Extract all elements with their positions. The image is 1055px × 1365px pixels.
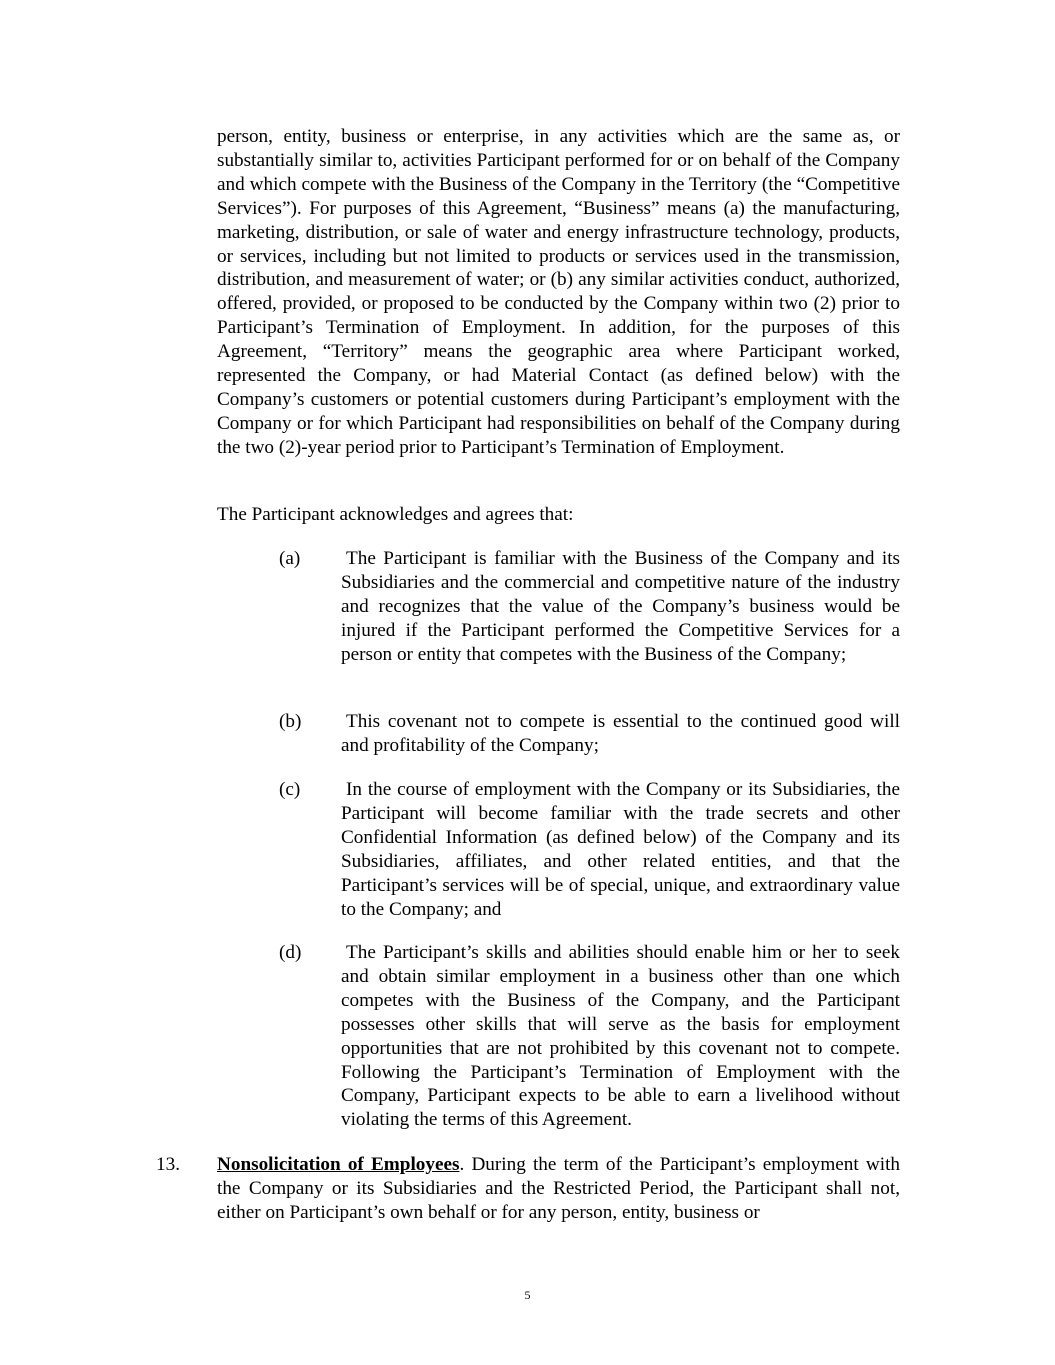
section-number: 13. [156,1154,180,1175]
list-item [279,941,900,1132]
section-body [217,1153,900,1225]
list-item-label: (b) [279,711,302,732]
list-item-label: (a) [279,548,301,569]
section-heading-suffix: . [459,1154,465,1175]
section-13 [156,1153,900,1225]
list-item [279,778,900,921]
list-item [279,547,900,667]
intro-paragraph: person, entity, business or enterprise, in any activities which are the same as, or substantially similar to, activities Participant performed for or on behalf of the Company and which compete with the Business of the Company in the Territory (the “Competitive Services”). For purposes of this Agreement, “Business” means (a) the manufacturing, marketing, distribution, or sale of water and energy infrastructure technology, products, or services, including but not limited to products or services used in the transmission, distribution, and measurement of water; or (b) any similar activities conduct, authorized, offered, provided, or proposed to be conducted by the Company within two (2) prior to Participant’s Termination of Employment. In addition, for the purposes of this Agreement, “Territory” means the geographic area where Participant worked, represented the Company, or had Material Contact (as defined below) with the Company’s customers or potential customers during Participant’s employment with the Company or for which Participant had responsibilities on behalf of the Company during the two (2)-year period prior to Participant’s Termination of Employment. [217,126,900,458]
list-item-label: (c) [279,779,301,800]
page-number: 5 [524,1288,531,1302]
list-item-text: The Participant’s skills and abilities should enable him or her to seek and obtain similar employment in a business other than one which competes with the Business of the Company, and the Participant possesses other skills that will serve as the basis for employment opportunities that are not prohibited by this covenant not to compete. Following the Participant’s Termination of Employment with the Company, Participant expects to be able to earn a livelihood without violating the terms of this Agreement. [341,942,900,1131]
list-item-text: The Participant is familiar with the Business of the Company and its Subsidiaries and the commercial and competitive nature of the industry and recognizes that the value of the Company’s business would be injured if the Participant performed the Competitive Services for a person or entity that competes with the Business of the Company; [341,548,900,665]
list-item-text: In the course of employment with the Company or its Subsidiaries, the Participant will become familiar with the trade secrets and other Confidential Information (as defined below) of the Company and its Subsidiaries, affiliates, and other related entities, and that the Participant’s services will be of special, unique, and extraordinary value to the Company; and [341,779,900,920]
list-item [279,710,900,758]
list-item-text: This covenant not to compete is essential to the continued good will and profitability of the Company; [341,711,900,756]
acknowledgment-intro: The Participant acknowledges and agrees that: [217,504,574,525]
section-text: During the term of the Participant’s employment with the Company or its Subsidiaries and the Restricted Period, the Participant shall not, either on Participant’s own behalf or for any person, entity, business or [217,1154,900,1223]
section-heading: Nonsolicitation of Employees [217,1154,460,1175]
list-item-label: (d) [279,942,302,963]
